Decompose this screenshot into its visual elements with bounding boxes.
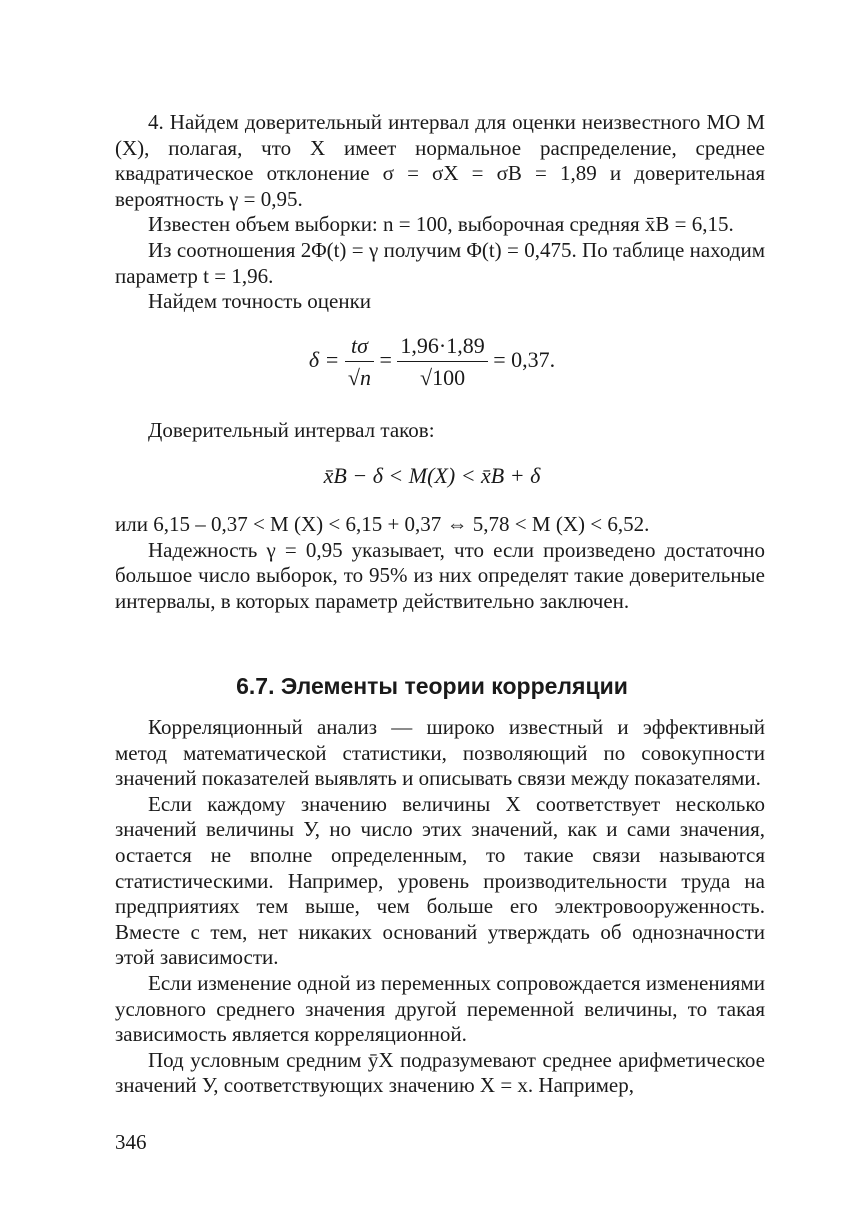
fraction-numeric (397, 333, 487, 391)
text-block-interval-intro (115, 418, 765, 444)
fraction-numerator: tσ (345, 333, 374, 362)
paragraph-numeric-interval: или 6,15 – 0,37 < M (X) < 6,15 + 0,37 ⇔ 5,78 < M (X) < 6,52. (115, 512, 650, 536)
page-number: 346 (115, 1130, 147, 1154)
text-block-correlation (115, 715, 765, 1099)
formula-lhs: δ = (308, 347, 340, 373)
paragraph-correlation-analysis: Корреляционный анализ — широко известный и эффективный метод математической статистики, позволяющий по совокупности значений показателей выявлять и описывать связи между показателями. (115, 715, 765, 791)
formula-result: = 0,37. (493, 347, 556, 373)
fraction-denominator: √n (347, 365, 371, 390)
section-heading: 6.7. Элементы теории корреляции (236, 673, 628, 699)
paragraph-correlation-dependency: Если изменение одной из переменных сопровождается изменениями условного среднего значения другой переменной величины, то такая зависимость является корреляционной. (115, 970, 765, 1047)
formula-equals: = (379, 347, 392, 373)
formula-precision (0, 333, 864, 391)
paragraph-sample-size: Известен объем выборки: n = 100, выборочная средняя x̄B = 6,15. (148, 212, 734, 237)
text-block-result (115, 512, 765, 614)
paragraph-conditional-mean: Под условным средним ȳX подразумевают среднее арифметическое значений У, соответствующих значению X = x. Например, (115, 1047, 765, 1098)
text-block-top (115, 110, 765, 315)
fraction-denominator: √100 (420, 365, 466, 390)
paragraph-item-4: 4. Найдем доверительный интервал для оценки неизвестного МО M (X), полагая, что X имеет нормальное распределение, среднее квадратическое отклонение σ = σX = σB = 1,89 и доверительная вероятность γ = 0,95. (115, 110, 765, 211)
fraction-t-sigma (345, 333, 374, 391)
formula-interval (0, 463, 864, 489)
paragraph-interval-intro: Доверительный интервал таков: (148, 418, 435, 442)
fraction-numerator: 1,96·1,89 (397, 333, 487, 362)
formula-interval-text: x̄B − δ < M(X) < x̄B + δ (323, 463, 541, 488)
paragraph-reliability: Надежность γ = 0,95 указывает, что если произведено достаточно большое число выборок, то 95% из них определят такие доверительные интервалы, в которых параметр действительно заключен. (115, 537, 765, 613)
paragraph-laplace-relation: Из соотношения 2Φ(t) = γ получим Φ(t) = 0,475. По таблице находим параметр t = 1,96. (115, 237, 765, 288)
paragraph-statistical-links: Если каждому значению величины X соответствует несколько значений величины У, но число этих значений, как и сами значения, остается не вполне определенным, то такие связи называются статистическими. Например, уровень производительности труда на предприятиях тем выше, чем больше его электровооруженность. Вместе с тем, нет никаких оснований утверждать об однозначности этой зависимости. (115, 791, 765, 970)
paragraph-precision-intro: Найдем точность оценки (148, 289, 372, 314)
